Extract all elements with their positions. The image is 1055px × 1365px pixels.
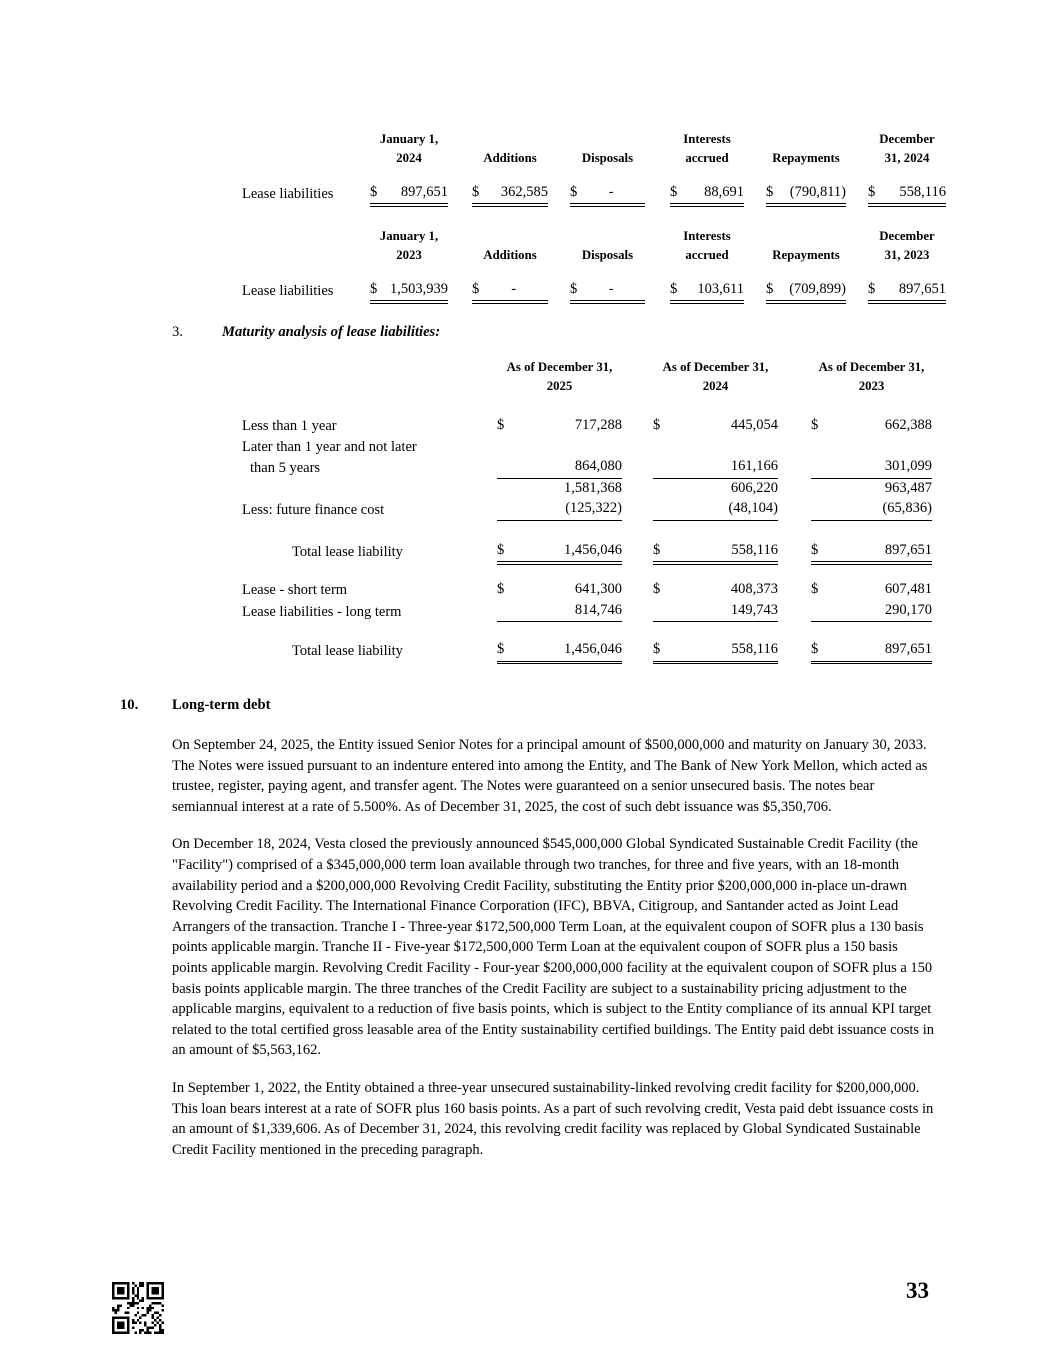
long-term-debt-body bbox=[172, 735, 936, 1177]
table-row-less-than-1-year: Less than 1 year $ 717,288 $ 445,054 $ 662,388 bbox=[242, 416, 932, 437]
column-header: Interests accrued bbox=[683, 229, 731, 262]
row-label: Lease liabilities bbox=[242, 283, 334, 299]
row-label: Less: future finance cost bbox=[242, 502, 385, 518]
row-label: Later than 1 year and not later bbox=[242, 438, 417, 455]
table-row-lease-long-term: Lease liabilities - long term 814,746 149,743 290,170 bbox=[242, 601, 932, 623]
table-row-future-finance-cost: Less: future finance cost (125,322) (48,104) (65,836) bbox=[242, 499, 932, 521]
cell-interests-accrued: $ 88,691 bbox=[670, 183, 744, 204]
column-header: As of December 31, 2023 bbox=[818, 360, 925, 393]
row-label: Lease liabilities bbox=[242, 186, 334, 202]
section-number: 3. bbox=[172, 324, 183, 340]
paragraph-senior-notes: On September 24, 2025, the Entity issued Senior Notes for a principal amount of $500,000,000 and maturity on January 30, 2033. The Notes were issued pursuant to an indenture entered into among the Entity, and The Bank of New York Mellon, which acted as trustee, register, paying agent, and transfer agent. The Notes were guaranteed on a senior unsecured basis. The notes bear semiannual interest at a rate of 5.500%. As of December 31, 2025, the cost of such debt issuance was $5,350,706. bbox=[172, 737, 928, 815]
cell-beginning-balance: $ 1,503,939 bbox=[370, 280, 448, 301]
cell-additions: $ - bbox=[472, 280, 548, 301]
section-title: Long-term debt bbox=[172, 697, 271, 713]
column-header: Repayments bbox=[772, 248, 840, 262]
column-header: December 31, 2024 bbox=[879, 132, 935, 165]
column-header: January 1, 2024 bbox=[379, 132, 439, 165]
column-header: Additions bbox=[483, 151, 537, 165]
table-header-row bbox=[242, 358, 932, 396]
lease-rollforward-table-2024 bbox=[242, 130, 946, 204]
table-row-than-5-years: than 5 years 864,080 161,166 301,099 bbox=[242, 457, 932, 479]
maturity-analysis-table bbox=[242, 358, 932, 662]
cell-additions: $ 362,585 bbox=[472, 183, 548, 204]
section-number: 10. bbox=[120, 697, 139, 713]
cell-interests-accrued: $ 103,611 bbox=[670, 280, 744, 301]
section-title: Maturity analysis of lease liabilities: bbox=[222, 324, 441, 340]
table-row bbox=[242, 183, 946, 204]
section-heading-long-term-debt bbox=[120, 696, 271, 715]
table-header-row bbox=[242, 130, 946, 168]
row-label: than 5 years bbox=[250, 460, 321, 476]
table-row-later-than-1-year bbox=[242, 437, 932, 458]
paragraph-credit-facility: On December 18, 2024, Vesta closed the previously announced $545,000,000 Global Syndicated Sustainable Credit Facility (the "Facility") comprised of a $345,000,000 term loan available through two tranches, for three and five years, with an 18-month availability period and a $200,000,000 Revolving Credit Facility, substituting the Entity prior $200,000,000 in-place un-drawn Revolving Credit Facility. The International Finance Corporation (IFC), BBVA, Citigroup, and Santander acted as Joint Lead Arrangers of the transaction. Tranche I - Three-year $172,500,000 Term Loan, at the equivalent coupon of SOFR plus a 130 basis points applicable margin. Tranche II - Five-year $172,500,000 Term Loan at the equivalent coupon of SOFR plus a 150 basis points applicable margin. Revolving Credit Facility - Four-year $200,000,000 facility at the equivalent coupon of SOFR plus a 150 basis points applicable margin. The three tranches of the Credit Facility are subject to a sustainability pricing adjustment to the applicable margins, equivalent to a reduction of five basis points, which is subject to the Entity compliance of its annual KPI target related to the total certified gross leasable area of the Entity sustainability certified buildings. The Entity paid debt issuance costs in an amount of $5,563,162. bbox=[172, 836, 934, 1059]
cell-ending-balance: $ 897,651 bbox=[868, 280, 946, 301]
lease-rollforward-table-2023 bbox=[242, 227, 946, 301]
cell-repayments: $ (709,899) bbox=[766, 280, 846, 301]
cell-disposals: $ - bbox=[570, 183, 645, 204]
column-header: January 1, 2023 bbox=[379, 229, 439, 262]
table-row-total-lease-liability: Total lease liability $ 1,456,046 $ 558,116 $ 897,651 bbox=[242, 640, 932, 662]
column-header: Disposals bbox=[581, 151, 634, 165]
row-label: Less than 1 year bbox=[242, 418, 337, 434]
cell-beginning-balance: $ 897,651 bbox=[370, 183, 448, 204]
column-header: Additions bbox=[483, 248, 537, 262]
row-label: Lease liabilities - long term bbox=[242, 603, 402, 620]
row-label: Total lease liability bbox=[292, 543, 403, 560]
cell-ending-balance: $ 558,116 bbox=[868, 183, 946, 204]
section-heading-maturity-analysis bbox=[172, 323, 440, 342]
row-label: Lease - short term bbox=[242, 582, 348, 598]
row-label: Total lease liability bbox=[292, 643, 403, 659]
table-row-lease-short-term: Lease - short term $ 641,300 $ 408,373 $ 607,481 bbox=[242, 580, 932, 601]
page-number: 33 bbox=[906, 1278, 929, 1303]
column-header: Disposals bbox=[581, 248, 634, 262]
cell-disposals: $ - bbox=[570, 280, 645, 301]
table-row-total-lease-liability: Total lease liability $ 1,456,046 $ 558,116 $ 897,651 bbox=[242, 541, 932, 563]
column-header: As of December 31, 2025 bbox=[506, 360, 613, 393]
column-header: Interests accrued bbox=[683, 132, 731, 165]
table-row bbox=[242, 280, 946, 301]
cell-repayments: $ (790,811) bbox=[766, 183, 846, 204]
column-header: As of December 31, 2024 bbox=[662, 360, 769, 393]
column-header: Repayments bbox=[772, 151, 840, 165]
qr-code-icon bbox=[112, 1282, 164, 1334]
paragraph-revolving-credit: In September 1, 2022, the Entity obtained a three-year unsecured sustainability-linked revolving credit facility for $200,000,000. This loan bears interest at a rate of SOFR plus 160 basis points. As a part of such revolving credit, Vesta paid debt issuance costs in an amount of $1,339,606. As of December 31, 2024, this revolving credit facility was replaced by Global Syndicated Sustainable Credit Facility mentioned in the preceding paragraph. bbox=[172, 1079, 934, 1158]
table-header-row bbox=[242, 227, 946, 265]
column-header: December 31, 2023 bbox=[879, 229, 935, 262]
table-row-gross-subtotal: 1,581,368 606,220 963,487 bbox=[564, 479, 932, 496]
